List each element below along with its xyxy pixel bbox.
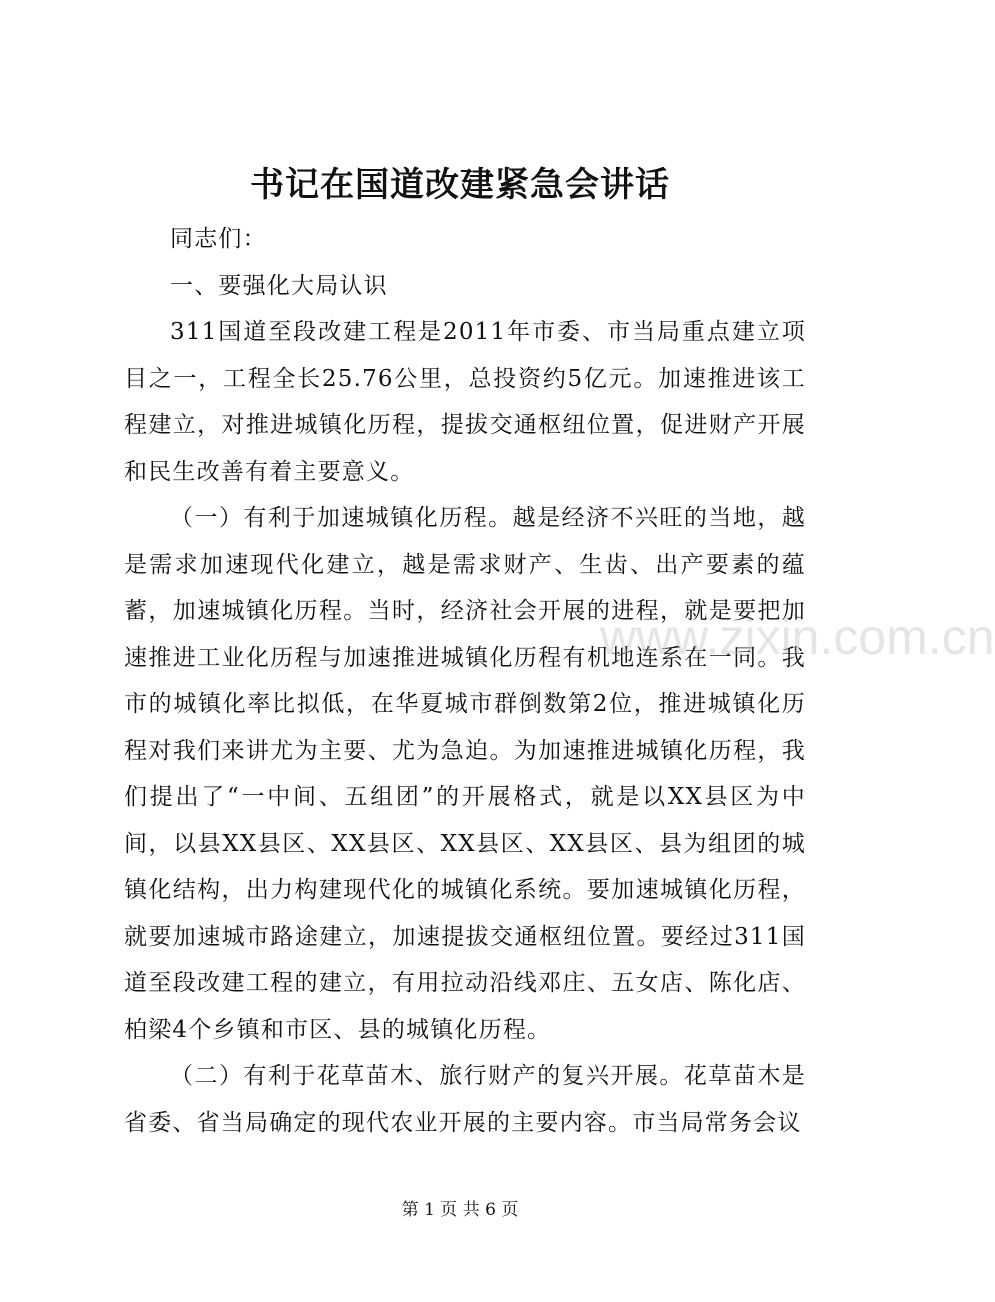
document-body bbox=[124, 216, 806, 1146]
body-paragraph: （一）有利于加速城镇化历程。越是经济不兴旺的当地，越是需求加速现代化建立，越是需求财产、生齿、出产要素的蕴蓄，加速城镇化历程。当时，经济社会开展的进程，就是要把加速推进工业化历程与加速推进城镇化历程有机地连系在一同。我市的城镇化率比拟低，在华夏城市群倒数第2位，推进城镇化历程对我们来讲尤为主要、尤为急迫。为加速推进城镇化历程，我们提出了“一中间、五组团”的开展格式，就是以XX县区为中间，以县XX县区、XX县区、XX县区、XX县区、县为组团的城镇化结构，出力构建现代化的城镇化系统。要加速城镇化历程，就要加速城市路途建立，加速提拔交通枢纽位置。要经过311国道至段改建工程的建立，有用拉动沿线邓庄、五女店、陈化店、柏梁4个乡镇和市区、县的城镇化历程。 bbox=[124, 505, 806, 1043]
section-heading: 一、要强化大局认识 bbox=[170, 272, 388, 299]
greeting-paragraph: 同志们： bbox=[170, 226, 267, 252]
watermark: www.zixin.com.cn bbox=[600, 609, 995, 665]
body-paragraph: （二）有利于花草苗木、旅行财产的复兴开展。花草苗木是省委、省当局确定的现代农业开展的主要内容。市当局常务会议 bbox=[124, 1063, 806, 1136]
document-title: 书记在国道改建紧急会讲话 bbox=[250, 165, 670, 205]
page-footer: 第 1 页 共 6 页 bbox=[401, 1200, 519, 1220]
body-paragraph: 311国道至段改建工程是2011年市委、市当局重点建立项目之一，工程全长25.76公里，总投资约5亿元。加速推进该工程建立，对推进城镇化历程，提拔交通枢纽位置，促进财产开展和民生改善有着主要意义。 bbox=[124, 319, 806, 485]
